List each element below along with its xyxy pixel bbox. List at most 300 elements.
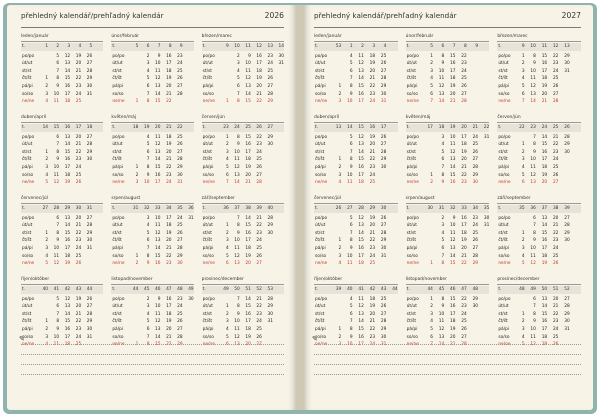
day-number: 9 [146,172,150,178]
day-label: so/so [112,91,124,97]
day-row [21,296,103,304]
day-number: 3 [45,334,49,340]
day-number [558,91,569,99]
day-number: 3 [521,326,525,332]
day-number [218,75,229,83]
day-number [478,318,489,326]
day-label: út/ut [498,304,509,310]
day-number: 28 [86,68,93,74]
week-label: t. [315,287,319,292]
day-number: 15 [450,53,456,59]
day-row [314,296,398,304]
day-row [406,222,490,230]
day-number: 11 [155,68,161,74]
day-number: 10 [234,319,240,325]
week-number: 26 [564,125,570,130]
day-label: po/po [112,134,125,140]
week-number: 16 [369,125,376,130]
day-number: 25 [267,68,273,74]
day-number: 10 [438,68,445,74]
day-number: 3 [225,238,229,244]
day-label: ne/ne [498,342,511,348]
day-row [21,60,103,68]
day-label: po/po [315,53,328,59]
day-number [570,215,581,223]
day-row [202,53,284,61]
sunday-row [497,179,581,187]
day-row [497,149,581,157]
day-number: 23 [75,326,82,332]
day-number: 20 [450,334,456,340]
day-number: 28 [380,230,387,236]
day-number: 8 [349,157,353,163]
day-number: 16 [541,149,548,155]
day-number: 4 [441,230,445,236]
day-number: 9 [533,149,536,155]
day-label: ne/ne [406,342,419,348]
day-row [497,303,581,311]
day-number: 20 [461,157,467,163]
day-label: st/st [315,149,325,155]
day-row [497,141,581,149]
day-label: čt/št [498,76,508,82]
day-number [127,83,138,91]
day-number: 28 [256,180,262,186]
day-number: 19 [245,334,251,340]
day-number: 11 [450,142,456,148]
day-number: 25 [552,334,559,340]
day-number: 31 [564,326,570,332]
day-number: 7 [533,134,536,140]
day-number: 18 [541,253,548,259]
day-number: 19 [166,230,172,236]
day-number: 29 [564,311,570,317]
day-number [37,134,48,142]
note-line [21,345,284,355]
day-row [314,311,398,319]
day-number: 2 [45,238,49,244]
day-number: 30 [564,61,570,67]
day-number: 20 [552,215,559,221]
day-number: 22 [369,326,376,332]
day-row [111,215,193,223]
day-number [262,245,273,253]
day-label: ne/ne [202,342,215,348]
day-number: 12 [438,83,445,89]
day-number: 26 [75,180,82,186]
week-number: 18 [438,125,445,130]
day-number: 26 [380,304,387,310]
day-number: 6 [146,83,150,89]
day-label: st/st [315,230,325,236]
day-number: 13 [438,91,445,97]
day-number: 20 [245,342,251,348]
day-number [218,68,229,76]
day-row [21,172,103,180]
month-name: březen/marec [202,34,284,42]
day-number: 6 [146,326,150,332]
day-label: so/so [112,334,124,340]
day-number: 29 [472,296,479,302]
day-number: 10 [143,180,150,186]
week-number-row [314,43,398,51]
day-number: 29 [472,172,479,178]
day-number [92,134,103,142]
month-block [111,34,193,109]
day-number: 18 [166,311,172,317]
day-number [478,164,489,172]
day-number: 13 [234,261,240,267]
day-number [218,215,229,223]
day-number: 22 [166,164,172,170]
month-name: duben/apríl [21,115,103,123]
day-number: 13 [234,172,240,178]
day-number: 11 [53,99,60,105]
week-number: 46 [450,287,456,292]
day-number: 18 [358,180,364,186]
day-label: út/ut [406,304,417,310]
day-number: 15 [64,76,71,82]
day-row [21,68,103,76]
day-number: 17 [64,91,71,97]
day-number: 22 [552,53,559,59]
day-row [111,318,193,326]
day-number: 23 [552,319,559,325]
day-number: 18 [166,134,172,140]
day-number [273,75,284,83]
week-number-row [314,286,398,294]
day-row [406,149,490,157]
day-number: 6 [146,149,150,155]
day-number [92,326,103,334]
day-row [314,83,398,91]
day-number: 28 [461,342,467,348]
week-number: 28 [53,206,60,211]
day-number: 5 [349,61,353,67]
day-row [111,237,193,245]
day-number [183,68,194,76]
day-number [183,326,194,334]
day-number: 21 [256,215,262,221]
day-row [21,318,103,326]
day-number: 17 [358,342,364,348]
day-number: 30 [564,238,570,244]
day-number [467,91,478,99]
day-number: 27 [552,91,559,97]
week-number [478,286,489,294]
day-number: 7 [430,99,433,105]
day-number: 13 [155,326,161,332]
day-number: 29 [380,238,387,244]
day-number: 23 [552,238,559,244]
month-name: srpen/august [406,196,490,204]
day-number [37,68,48,76]
week-label: t. [202,125,206,130]
day-number: 7 [146,245,150,251]
day-number: 22 [256,134,262,140]
day-number: 1 [338,83,342,89]
day-number: 18 [166,68,172,74]
day-number: 7 [441,253,445,259]
day-number: 12 [358,61,364,67]
week-number: 17 [427,125,433,130]
week-number: 29 [64,206,71,211]
day-number: 21 [369,319,376,325]
day-number [467,311,478,319]
day-number: 16 [64,83,71,89]
day-number [183,75,194,83]
day-number: 11 [450,230,456,236]
day-label: út/ut [22,223,33,229]
day-row [314,141,398,149]
day-number [273,237,284,245]
note-line [314,345,581,355]
day-number: 18 [245,157,251,163]
month-block [202,34,284,109]
day-number: 5 [349,215,353,221]
day-label: čt/št [22,319,32,325]
day-number: 16 [461,215,467,221]
day-row [21,53,103,61]
day-number: 13 [64,215,71,221]
day-number [127,296,138,304]
day-row [497,215,581,223]
day-number: 30 [86,238,93,244]
day-number [273,245,284,253]
day-number: 22 [256,304,262,310]
day-number: 20 [75,61,82,67]
day-row [202,83,284,91]
day-number [467,318,478,326]
week-number-row [406,205,490,213]
day-number [386,311,397,319]
day-row [21,253,103,261]
day-label: st/st [22,149,32,155]
week-label: t. [112,44,116,49]
day-number: 11 [234,157,240,163]
day-number: 21 [552,304,559,310]
week-number: 9 [179,44,183,49]
week-number: 52 [564,287,570,292]
day-label: pá/pi [202,326,214,332]
week-number [273,205,284,213]
week-number: 32 [143,206,150,211]
day-number: 16 [541,61,548,67]
day-row [406,75,490,83]
day-number: 22 [166,253,172,259]
day-number: 3 [225,319,229,325]
day-number: 26 [380,61,387,67]
week-number: 30 [380,206,387,211]
day-number: 17 [541,326,548,332]
week-number: 40 [42,287,49,292]
day-number: 4 [338,180,342,186]
day-number: 15 [541,230,548,236]
week-number [92,124,103,132]
day-number: 16 [358,245,364,251]
day-number: 23 [166,172,172,178]
day-number: 17 [245,149,251,155]
day-number: 29 [86,230,93,236]
day-label: út/ut [315,223,326,229]
day-label: so/so [202,91,214,97]
day-number: 24 [461,68,467,74]
day-number: 16 [450,180,456,186]
day-number: 5 [146,319,150,325]
day-number: 20 [552,296,559,302]
day-row [314,215,398,223]
week-number [183,43,194,51]
day-number [37,222,48,230]
day-number: 5 [56,53,60,59]
day-number: 3 [45,245,49,251]
week-number: 25 [552,125,559,130]
day-number [81,98,92,106]
day-number: 4 [225,157,229,163]
week-number [570,124,581,132]
week-number [478,43,489,51]
day-number: 21 [245,180,251,186]
day-number: 12 [53,180,60,186]
day-number: 16 [256,53,262,59]
day-label: so/so [202,253,214,259]
day-number: 8 [146,99,150,105]
day-number [127,53,138,61]
day-row [497,326,581,334]
week-number-row [111,205,193,213]
day-number: 22 [369,157,376,163]
day-number: 20 [541,91,548,97]
day-number: 3 [441,134,445,140]
day-number: 25 [75,342,82,348]
day-number: 8 [237,223,240,229]
day-number: 13 [541,215,548,221]
day-number: 31 [278,61,284,67]
day-number: 1 [430,296,433,302]
day-number [127,245,138,253]
week-number: 12 [256,44,262,49]
day-label: út/ut [112,142,123,148]
day-number: 2 [237,53,240,59]
day-row [202,245,284,253]
day-number: 9 [56,238,60,244]
day-number [386,60,397,68]
day-number [183,60,194,68]
day-row [314,245,398,253]
week-number [386,43,397,51]
week-number-row [202,124,284,132]
day-row [111,156,193,164]
week-label: t. [315,125,319,130]
day-number: 15 [155,164,161,170]
month-name: prosinec/december [497,277,581,285]
day-number: 12 [64,296,71,302]
day-label: st/st [498,311,508,317]
week-number: 21 [472,125,479,130]
day-number: 25 [369,180,376,186]
day-number: 16 [155,172,161,178]
page-title: přehledný kalendář/prehľadný kalendár [314,11,457,20]
week-number-row [21,43,103,51]
day-label: pá/pi [202,245,214,251]
day-number: 30 [177,261,183,267]
day-number: 11 [245,68,251,74]
day-number: 7 [225,180,229,186]
day-number: 10 [245,61,251,67]
week-number: 50 [541,287,548,292]
week-number [273,286,284,294]
day-number: 7 [56,68,60,74]
week-label: t. [22,125,26,130]
day-number [558,253,569,261]
day-number [262,164,273,172]
day-number: 16 [450,61,456,67]
week-number: 44 [392,287,398,292]
day-number [386,149,397,157]
day-number: 20 [245,261,251,267]
day-number [218,296,229,304]
week-number-row [21,124,103,132]
day-row [202,68,284,76]
day-label: út/ut [406,142,417,148]
day-label: čt/št [202,319,213,325]
day-number: 15 [245,99,251,105]
day-label: út/ut [498,61,509,67]
day-number: 18 [64,172,71,178]
week-number: 6 [441,44,445,49]
day-number: 8 [237,99,240,105]
day-number: 6 [56,134,60,140]
day-number: 27 [86,61,93,67]
day-number: 8 [441,296,445,302]
day-number [478,260,489,268]
week-label: t. [22,287,26,292]
day-number [478,149,489,157]
day-number: 12 [530,172,536,178]
day-number: 24 [472,134,479,140]
day-row [497,91,581,99]
day-row [202,91,284,99]
day-number [183,311,194,319]
day-number [273,303,284,311]
day-number [422,141,433,149]
day-number: 17 [358,99,364,105]
day-number [386,245,397,253]
day-row [111,303,193,311]
day-number [183,134,194,142]
day-number: 29 [472,261,479,267]
day-label: út/ut [406,223,417,229]
week-number: 45 [143,287,150,292]
day-number: 29 [564,53,570,59]
day-number [558,260,569,268]
day-number: 13 [358,223,364,229]
day-row [202,303,284,311]
day-number: 30 [177,172,183,178]
day-row [21,134,103,142]
day-number: 2 [225,311,229,317]
day-number: 10 [347,342,353,348]
week-number [273,124,284,132]
day-label: so/so [498,334,510,340]
day-number: 24 [552,245,559,251]
week-number-row [21,286,103,294]
day-number: 28 [86,311,93,317]
day-number: 26 [75,261,82,267]
day-number: 2 [225,230,229,236]
day-number [386,296,397,304]
day-number: 5 [349,304,353,310]
